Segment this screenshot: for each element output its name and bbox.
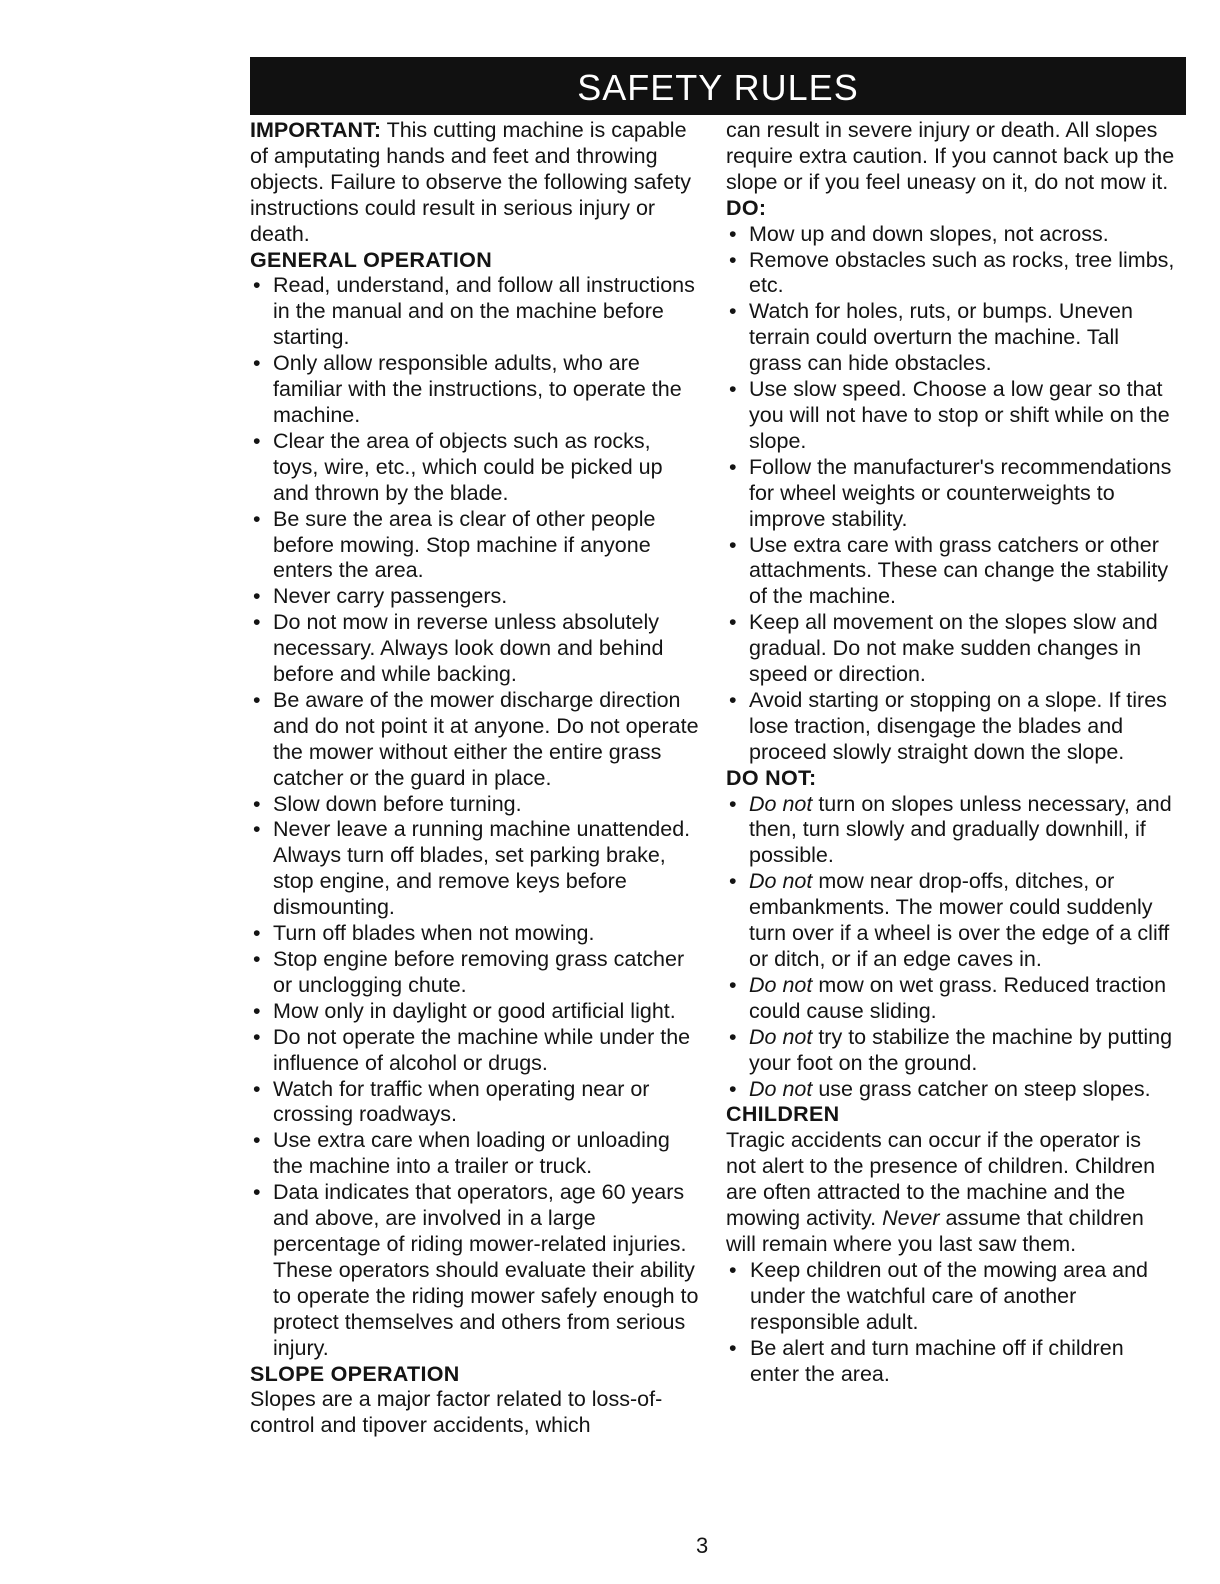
list-item: • Slow down before turning. — [250, 792, 700, 818]
slope-intro-text: Slopes are a major factor related to loss-of-control and tipover accidents, which — [250, 1387, 663, 1438]
general-operation-list — [250, 273, 700, 1361]
important-notice — [250, 118, 700, 248]
list-item: • Mow up and down slopes, not across. — [726, 222, 1176, 248]
children-text-end: assume that children will remain where you last saw them. — [726, 1206, 1144, 1256]
do-not-prefix: Do not — [749, 869, 813, 894]
children-text — [726, 1128, 1176, 1258]
list-item: • Watch for holes, ruts, or bumps. Uneven terrain could overturn the machine. Tall grass can hide obstacles. — [726, 299, 1176, 377]
do-not-heading: DO NOT: — [726, 765, 817, 790]
children-text-start: Tragic accidents can occur if the operator is not alert to the presence of children. Children are often attracted to the machine and the mowing activity. — [726, 1128, 1156, 1231]
list-item: • Turn off blades when not mowing. — [250, 921, 700, 947]
left-column — [250, 118, 700, 1439]
list-item: • Read, understand, and follow all instructions in the manual and on the machine before starting. — [250, 273, 700, 351]
list-item: • Remove obstacles such as rocks, tree limbs, etc. — [726, 248, 1176, 300]
slope-intro-continued: can result in severe injury or death. All slopes require extra caution. If you cannot back up the slope or if you feel uneasy on it, do not mow it. — [726, 118, 1175, 194]
list-item: • Clear the area of objects such as rocks, toys, wire, etc., which could be picked up and thrown by the blade. — [250, 429, 700, 507]
list-item: • Do not mow in reverse unless absolutely necessary. Always look down and behind before and while backing. — [250, 610, 700, 688]
list-item: • Only allow responsible adults, who are familiar with the instructions, to operate the machine. — [250, 351, 700, 429]
page-title: SAFETY RULES — [250, 57, 1186, 115]
do-heading: DO: — [726, 195, 767, 220]
general-operation-heading: GENERAL OPERATION — [250, 247, 493, 272]
do-not-prefix: Do not — [749, 972, 813, 997]
list-item — [726, 1077, 1176, 1103]
list-item: • Do not operate the machine while under the influence of alcohol or drugs. — [250, 1025, 700, 1077]
list-item-text: turn on slopes unless necessary, and then, turn slowly and gradually downhill, if possible. — [749, 791, 1172, 868]
list-item — [726, 973, 1176, 1025]
slope-operation-heading: SLOPE OPERATION — [250, 1361, 460, 1386]
list-item: • Data indicates that operators, age 60 years and above, are involved in a large percentage of riding mower-related injuries. These operators should evaluate their ability to operate the riding mower safely enough to protect themselves and others from serious injury. — [250, 1180, 700, 1361]
list-item — [726, 1025, 1176, 1077]
list-item: • Never leave a running machine unattended. Always turn off blades, set parking brake, stop engine, and remove keys before dismounting. — [250, 817, 700, 921]
do-list — [726, 222, 1176, 766]
page-number: 3 — [696, 1533, 709, 1558]
list-item-text: mow near drop-offs, ditches, or embankments. The mower could suddenly turn over if a wheel is over the edge of a cliff or ditch, or if an edge caves in. — [749, 869, 1170, 971]
children-list — [726, 1258, 1176, 1388]
list-item: • Be alert and turn machine off if children enter the area. — [726, 1336, 1176, 1388]
list-item: • Never carry passengers. — [250, 584, 700, 610]
children-text-emphasis: Never — [882, 1206, 940, 1231]
list-item: • Keep children out of the mowing area and under the watchful care of another responsible adult. — [726, 1258, 1176, 1336]
list-item: • Use slow speed. Choose a low gear so that you will not have to stop or shift while on the slope. — [726, 377, 1176, 455]
list-item-text: use grass catcher on steep slopes. — [812, 1076, 1151, 1101]
do-not-prefix: Do not — [749, 1076, 813, 1101]
important-text: This cutting machine is capable of amputating hands and feet and throwing objects. Failure to observe the following safety instructions could result in serious injury or death. — [250, 118, 691, 246]
list-item: • Use extra care with grass catchers or other attachments. These can change the stability of the machine. — [726, 533, 1176, 611]
list-item: • Follow the manufacturer's recommendations for wheel weights or counterweights to improve stability. — [726, 455, 1176, 533]
list-item — [726, 792, 1176, 870]
children-heading: CHILDREN — [726, 1102, 840, 1127]
list-item: • Use extra care when loading or unloading the machine into a trailer or truck. — [250, 1128, 700, 1180]
list-item — [726, 869, 1176, 973]
list-item: • Be aware of the mower discharge direction and do not point it at anyone. Do not operate the mower without either the entire grass catcher or the guard in place. — [250, 688, 700, 792]
important-label: IMPORTANT: — [250, 118, 381, 142]
do-not-list — [726, 792, 1176, 1103]
do-not-prefix: Do not — [749, 791, 813, 816]
list-item-text: try to stabilize the machine by putting your foot on the ground. — [749, 1024, 1173, 1075]
list-item: • Stop engine before removing grass catcher or unclogging chute. — [250, 947, 700, 999]
list-item: • Be sure the area is clear of other people before mowing. Stop machine if anyone enters the area. — [250, 507, 700, 585]
list-item: • Keep all movement on the slopes slow and gradual. Do not make sudden changes in speed or direction. — [726, 610, 1176, 688]
list-item: • Mow only in daylight or good artificial light. — [250, 999, 700, 1025]
right-column — [726, 118, 1176, 1387]
list-item-text: mow on wet grass. Reduced traction could cause sliding. — [749, 972, 1167, 1023]
list-item: • Watch for traffic when operating near or crossing roadways. — [250, 1077, 700, 1129]
do-not-prefix: Do not — [749, 1024, 813, 1049]
list-item: • Avoid starting or stopping on a slope. If tires lose traction, disengage the blades and proceed slowly straight down the slope. — [726, 688, 1176, 766]
